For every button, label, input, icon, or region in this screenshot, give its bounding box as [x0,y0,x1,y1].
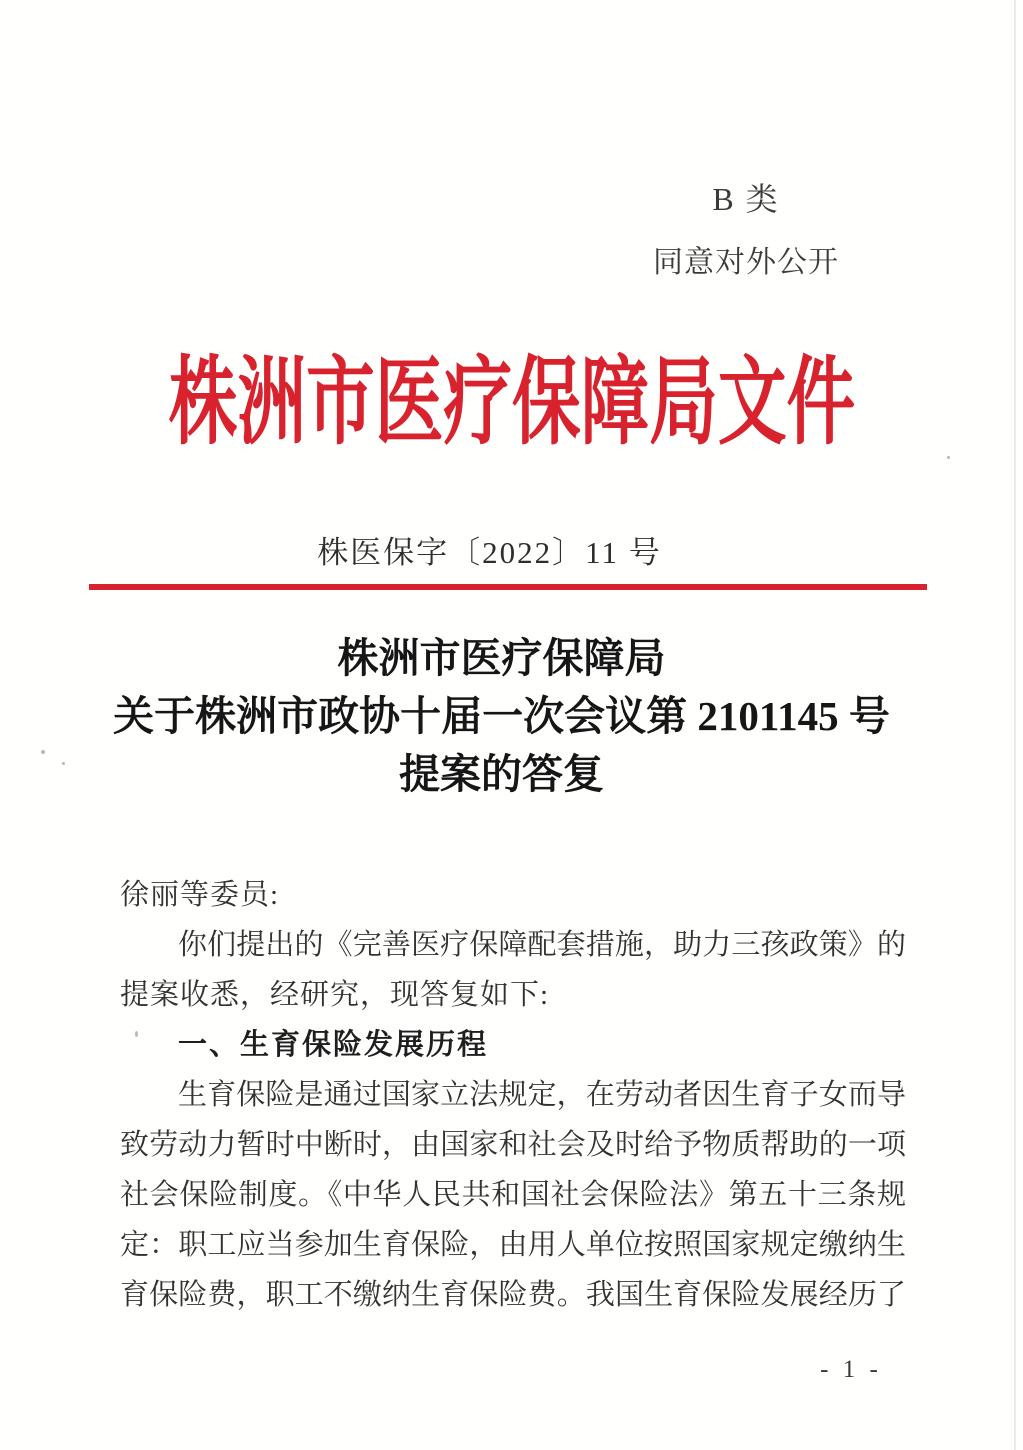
document-body [120,870,906,1320]
title-line-2: 关于株洲市政协十届一次会议第 2101145 号 [113,693,890,739]
title-line-3: 提案的答复 [399,751,604,797]
scan-speckle [947,456,950,459]
scan-speckle [135,1031,138,1037]
agency-masthead-text: 株洲市医疗保障局文件 [168,348,855,456]
red-separator-line [89,584,927,590]
body-line: 育保险费，职工不缴纳生育保险费。我国生育保险发展经历了 [120,1279,906,1311]
doc-class-label: B 类 [712,181,780,217]
scan-edge-artifact [1014,0,1016,1450]
body-line: 致劳动力暂时中断时，由国家和社会及时给予物质帮助的一项 [120,1129,906,1161]
salutation: 徐丽等委员: [120,879,280,911]
body-line: 社会保险制度。《中华人民共和国社会保险法》第五十三条规 [120,1179,906,1211]
body-line: 定：职工应当参加生育保险，由用人单位按照国家规定缴纳生 [120,1229,906,1261]
agency-masthead [0,338,1023,456]
classification-block [648,174,844,281]
section-heading: 一、生育保险发展历程 [178,1029,489,1061]
document-number: 株医保字〔2022〕11 号 [317,535,662,570]
scan-speckle [41,750,45,754]
scan-speckle [62,762,65,765]
body-line: 你们提出的《完善医疗保障配套措施，助力三孩政策》的 [178,929,906,961]
page-number: - 1 - [820,1356,882,1383]
body-line: 提案收悉，经研究，现答复如下: [120,979,550,1011]
body-line: 生育保险是通过国家立法规定，在劳动者因生育子女而导 [178,1079,906,1111]
title-line-1: 株洲市医疗保障局 [337,635,666,681]
document-title [0,629,1013,803]
disclosure-label: 同意对外公开 [653,246,839,279]
